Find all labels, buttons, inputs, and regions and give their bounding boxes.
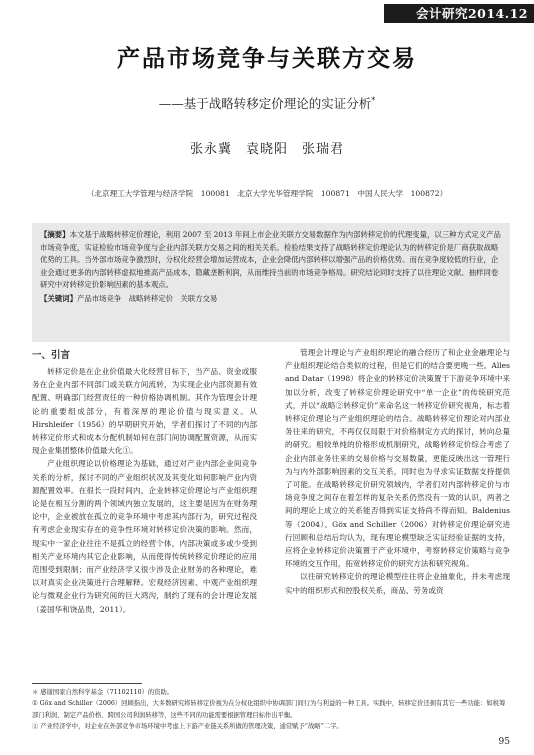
keywords xyxy=(40,293,502,306)
article-subtitle xyxy=(0,94,534,112)
abstract-box xyxy=(32,223,510,342)
footnotes xyxy=(32,687,510,733)
abstract-label: 【摘要】 xyxy=(40,230,70,239)
author-affiliations: （北京理工大学管理与经济学院 100081 北京大学光华管理学院 100871 中国人民大学 100872） xyxy=(86,189,448,198)
keywords-text: 产品市场竞争 战略转移定价 关联方交易 xyxy=(76,293,218,303)
article-title: 产品市场竞争与关联方交易 xyxy=(117,46,417,72)
body-paragraph: 以往研究转移定价的理论模型往往将企业抽象化，并未考虑现实中的组织形式和控股权关系，商品、劳务或资 xyxy=(285,572,510,595)
footnote: ＊ 感谢国家自然科学基金（71102110）的资助。 xyxy=(32,689,174,696)
body-paragraph: 产业组织理论以价格理论为基础，通过对产业内部企业间竞争关系的分析，探讨不同的产业组织状况及其变化如何影响产业内资源配置效率。在很长一段时间内，企业转移定价理论与产业组织理论是在相互分割的两个领域内独立发展的，这主要是因为在财务理论中，企业被放在孤立的竞争环境中考虑其内部行为，研究过程没有考虑企业现实存在的竞争性环境对转移定价决策的影响。然而，现实中一家企业往往不是孤立的经营个体，内部决策或多或少受到相关产业环境内其它企业影响，从而使得传统转移定价理论的应用范围受到限制；而产业经济学又很少涉及企业财务的各种理论，难以对真实企业决策进行合理解释。宏观经济因素、中观产业组织理论与微观企业行为研究间的巨大鸿沟，制约了现有的会计理论发展（姜国华和饶品贵，2011）。 xyxy=(32,459,257,614)
footnote-divider xyxy=(32,683,142,684)
keywords-label: 【关键词】 xyxy=(40,293,77,303)
footnote: ① Göx and Schiller（2006）回顾指出，大多数研究将转移定价视为在分权化组织中协调部门间行为与利益的一种工具。实践中，转移定价还拥有其它一些功能：如税筹部门利润、制定产品价格、跨国公司利润转移等，这些不同的功能需要根据管理目标作出平衡。 xyxy=(32,700,506,719)
body-column-right xyxy=(285,346,510,597)
section-heading-introduction: 一、引言 xyxy=(32,350,71,361)
page-number: 95 xyxy=(498,737,510,747)
body-paragraph: 转移定价是在企业价值最大化经营目标下，当产品、资金或服务在企业内部不同部门或关联方间流转，为实现企业内部资源有效配置、明确部门经营责任的一种价格协调机制。其作为管理会计理论的重要组成部分，有着深厚的理论价值与现实意义。从 Hirshleifer（1956）的早期研究开始，学者们探讨了不同的内部转移定价形式和成本分配机制如何在部门间协调配置资源，从而实现企业集团整体价值最大化①。 xyxy=(32,367,257,456)
subtitle-text: ——基于战略转移定价理论的实证分析 xyxy=(158,96,372,111)
journal-issue-tag: 会计研究2014.12 xyxy=(384,4,534,23)
author-list: 张永冀 袁晓阳 张瑞君 xyxy=(189,142,344,157)
abstract xyxy=(40,229,502,292)
abstract-text: 本文基于战略转移定价理论，利用 2007 至 2013 年间上市企业关联方交易数据作为内部转移定价的代理变量，以三种方式定义产品市场竞争度，实证检验市场竞争度与企业内部关联方交易之间的相关关系。检验结果支持了战略转移定价理论认为的转移定价是厂商获取战略优势的工具。当外部市场竞争激烈时，分权化经营会增加运营成本，企业会降低内部转移以增强产品的价格优势。而在竞争度较低的行业，企业会通过更多的内部转移虚拟地推高产品成本，隐藏垄断利润，从而维持当前的市场竞争格局。研究结论同时支持了以往理论文献、抽样同卷研究中对转移定价影响因素的基本观点。 xyxy=(40,230,501,290)
subtitle-footnote-mark: * xyxy=(371,95,376,105)
footnote: ② 产业经济学中，对企业在外部竞争市场环境中考虑上下游产业链关系所做的管理决策，通常赋予“战略”二字。 xyxy=(32,723,343,731)
body-column-left xyxy=(32,346,257,616)
body-paragraph: 管理会计理论与产业组织理论的融合经历了和企业金融理论与产业组织理论结合类似的过程，但是它们的结合要更晚一些。Alles and Datar（1998）将企业的转移定价决策置于下游竞争环境中来加以分析，改变了转移定价理论研究中“单一企业”的传统研究范式，并以“战略②转移定价”来命名这一转移定价研究视角，标志着转移定价理论与产业组织理论的结合。战略转移定价理论对内部业务往来的研究，不再仅仅局限于对价格制定方式的探讨，转向总量的研究。相较单纯的价格形成机制研究，战略转移定价综合考虑了企业内部业务往来的交易价格与交易数量，更能反映出这一管理行为与内外部影响因素的交互关系，同时也为寻求实证数据支持提供了可能。在战略转移定价研究领域内，学者们对内部转移定价与市场竞争度之间存在着怎样的复杂关系仍然没有一致的认识，两者之间的理论上成立的关系能否得到实证支持尚不得而知。Baldenius 等（2004）、Göx and Schiller（2006）对转移定价理论研究进行回顾和总结后均认为，现有理论模型缺乏实证经验证据的支持，应将企业转移定价决策置于产业环境中，考察转移定价策略与竞争环境的交互作用，拓宽转移定价的研究方法和研究视角。 xyxy=(285,348,510,569)
